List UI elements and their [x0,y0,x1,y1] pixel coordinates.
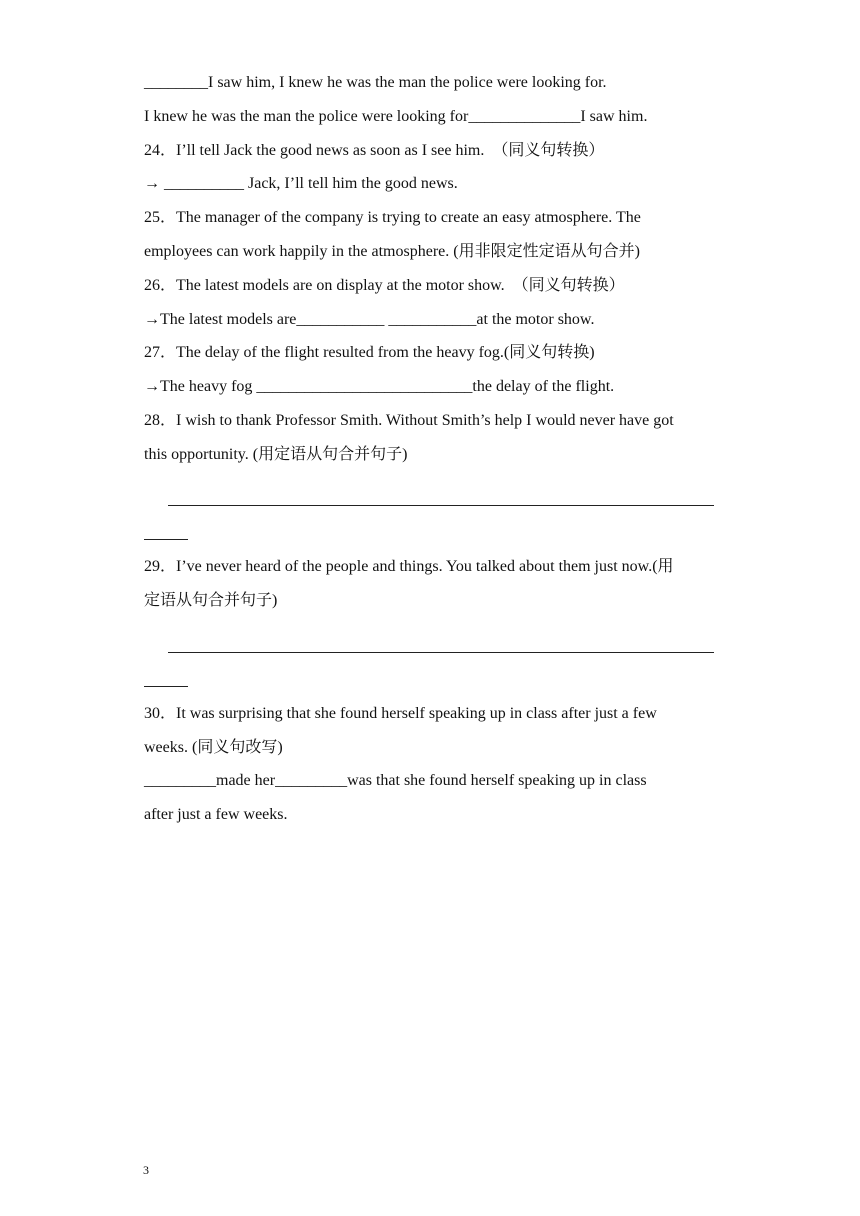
q29-prompt-line-1: 29．I’ve never heard of the people and things. You talked about them just now.(用 [144,558,674,575]
q27-prompt: 27．The delay of the flight resulted from the heavy fog.(同义句转换) [144,344,595,361]
q28-answer-rule-continuation [144,539,188,540]
q25-prompt-line-1: 25．The manager of the company is trying to create an easy atmosphere. The [144,209,641,226]
page-number: 3 [143,1163,149,1177]
q28-answer-rule [168,505,714,506]
q29-answer-rule [168,652,714,653]
q24-prompt: 24．I’ll tell Jack the good news as soon as I see him. （同义句转换） [144,142,605,159]
q23-original-sentence: ________I saw him, I knew he was the man the police were looking for. [144,74,607,91]
q30-answer-line-1: _________made her_________was that she found herself speaking up in class [144,772,647,789]
q25-prompt-line-2: employees can work happily in the atmosphere. (用非限定性定语从句合并) [144,243,640,260]
q28-prompt-line-1: 28．I wish to thank Professor Smith. Without Smith’s help I would never have got [144,412,674,429]
q26-prompt: 26．The latest models are on display at the motor show. （同义句转换） [144,277,625,294]
q29-prompt-line-2: 定语从句合并句子) [144,592,278,609]
q30-prompt-line-1: 30．It was surprising that she found herself speaking up in class after just a few [144,705,657,722]
q26-answer-line: →The latest models are___________ ___________at the motor show. [144,311,595,328]
q24-answer-line: → __________ Jack, I’ll tell him the good news. [144,175,458,192]
q30-prompt-line-2: weeks. (同义句改写) [144,739,283,756]
q23-rewrite-sentence: I knew he was the man the police were looking for______________I saw him. [144,108,648,125]
q28-prompt-line-2: this opportunity. (用定语从句合并句子) [144,446,408,463]
q29-answer-rule-continuation [144,686,188,687]
q27-answer-line: →The heavy fog ___________________________the delay of the flight. [144,378,615,395]
q30-answer-line-2: after just a few weeks. [144,806,288,823]
